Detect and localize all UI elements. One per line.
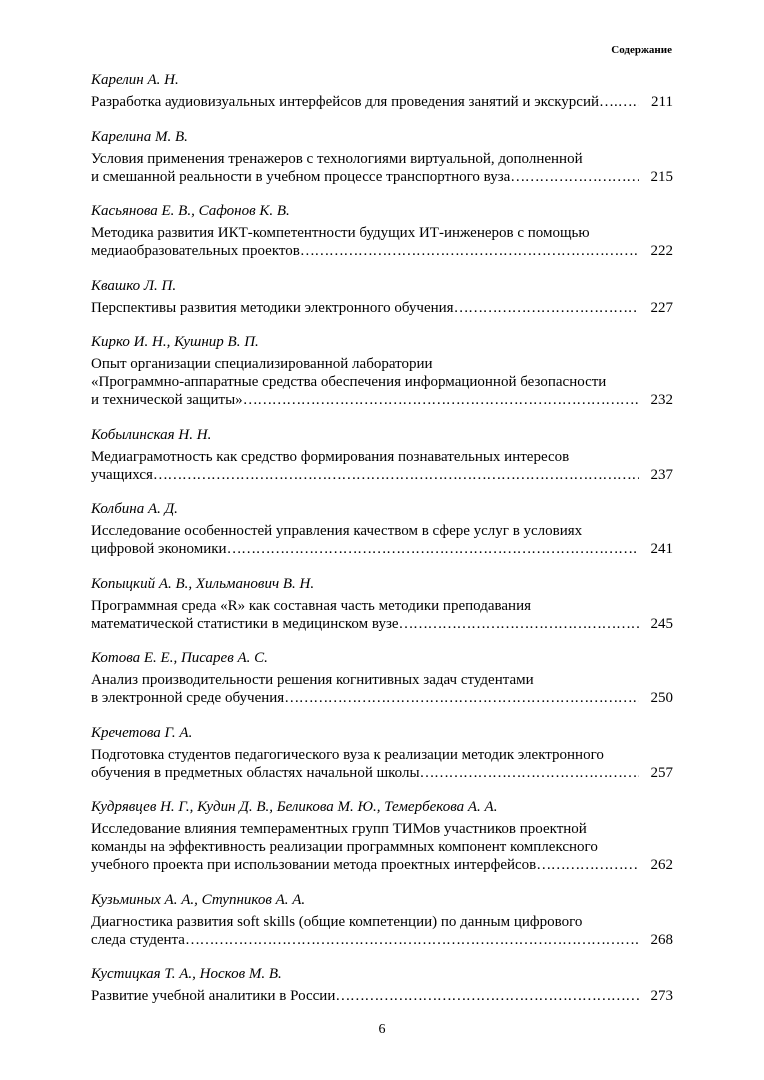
toc-entry-authors: Котова Е. Е., Писарев А. С. — [91, 650, 268, 666]
table-of-contents — [91, 71, 673, 1022]
toc-entry-title-line: Развитие учебной аналитики в России — [91, 988, 336, 1004]
toc-entry-title-row — [91, 540, 673, 558]
toc-entry-page-number[interactable]: 268 — [650, 931, 673, 948]
toc-entry[interactable] — [91, 277, 673, 317]
toc-entry-title-row — [91, 242, 673, 260]
toc-entry[interactable] — [91, 333, 673, 409]
toc-entry-title-row — [91, 987, 673, 1005]
toc-entry[interactable] — [91, 891, 673, 949]
dot-leader — [243, 391, 639, 409]
toc-entry[interactable] — [91, 798, 673, 874]
toc-entry-page-number[interactable]: 237 — [650, 466, 673, 483]
toc-entry-title-line: медиаобразовательных проектов — [91, 243, 300, 259]
toc-entry-title-row — [91, 856, 673, 874]
toc-entry-title-row — [91, 466, 673, 484]
dot-leader — [510, 168, 639, 186]
toc-entry-title-row — [91, 299, 673, 317]
toc-entry-page-number[interactable]: 262 — [650, 857, 673, 873]
toc-entry[interactable] — [91, 71, 673, 111]
toc-entry-title-line: Анализ производительности решения когнитивных задач студентами — [91, 672, 534, 688]
toc-entry-page-number[interactable]: 257 — [650, 764, 673, 781]
dot-leader — [227, 540, 639, 558]
toc-entry-title-row — [91, 615, 673, 633]
toc-entry-title-line: в электронной среде обучения — [91, 690, 285, 706]
toc-entry-title-line: Медиаграмотность как средство формирования познавательных интересов — [91, 448, 570, 465]
toc-entry[interactable] — [91, 575, 673, 633]
toc-entry-page-number[interactable]: 222 — [650, 243, 673, 259]
toc-entry-authors: Кустицкая Т. А., Носков М. В. — [91, 966, 282, 982]
toc-entry-page-number[interactable]: 215 — [650, 168, 673, 185]
dot-leader — [454, 299, 639, 317]
toc-entry[interactable] — [91, 202, 673, 260]
toc-entry[interactable] — [91, 500, 673, 558]
toc-entry-authors: Кудрявцев Н. Г., Кудин Д. В., Беликова М. Ю., Темербекова А. А. — [91, 799, 498, 815]
toc-entry[interactable] — [91, 724, 673, 782]
toc-entry-title-line: следа студента — [91, 931, 185, 948]
toc-entry-page-number[interactable]: 245 — [650, 615, 673, 632]
dot-leader — [335, 987, 639, 1005]
toc-entry[interactable] — [91, 426, 673, 484]
toc-entry[interactable] — [91, 649, 673, 707]
toc-entry-title-row — [91, 689, 673, 707]
toc-entry-title-line: «Программно-аппаратные средства обеспечения информационной безопасности — [91, 374, 607, 390]
toc-entry-page-number[interactable]: 227 — [650, 299, 673, 316]
toc-entry-title-line: и смешанной реальности в учебном процессе транспортного вуза — [91, 168, 511, 185]
toc-entry-authors: Кузьминых А. А., Ступников А. А. — [91, 891, 306, 908]
toc-entry-page-number[interactable]: 250 — [650, 690, 673, 706]
toc-entry-title-line: команды на эффективность реализации программных компонент комплексного — [91, 839, 598, 855]
section-header: Содержание — [611, 44, 672, 56]
toc-entry-title-line: Перспективы развития методики электронного обучения — [91, 299, 454, 316]
toc-entry-title-line: учебного проекта при использовании метода проектных интерфейсов — [91, 857, 537, 873]
toc-entry-title-line: Диагностика развития soft skills (общие компетенции) по данным цифрового — [91, 913, 583, 930]
toc-entry[interactable] — [91, 965, 673, 1005]
toc-entry-title-line: обучения в предметных областях начальной школы — [91, 764, 420, 781]
toc-entry-authors: Кирко И. Н., Кушнир В. П. — [91, 334, 259, 350]
toc-entry-authors: Карелин А. Н. — [91, 72, 179, 88]
toc-entry-title-line: цифровой экономики — [91, 541, 227, 557]
dot-leader — [284, 689, 639, 707]
toc-entry-authors: Кобылинская Н. Н. — [91, 426, 212, 443]
toc-entry-title-line: Исследование особенностей управления качеством в сфере услуг в условиях — [91, 523, 583, 539]
toc-entry-title-row — [91, 93, 673, 111]
toc-entry-title-row — [91, 931, 673, 949]
page-number: 6 — [378, 1022, 386, 1037]
dot-leader — [618, 93, 639, 111]
toc-entry-title-line: математической статистики в медицинском вузе — [91, 615, 399, 632]
toc-entry-authors: Касьянова Е. В., Сафонов К. В. — [91, 203, 290, 219]
dot-leader — [399, 615, 639, 633]
toc-entry-page-number[interactable]: 241 — [650, 541, 673, 557]
toc-entry-authors: Квашко Л. П. — [91, 277, 177, 294]
toc-entry-title-line: Программная среда «R» как составная часть методики преподавания — [91, 597, 532, 614]
toc-entry-page-number[interactable]: 211 — [651, 94, 673, 110]
toc-entry-title-line: учащихся — [91, 466, 153, 483]
dot-leader — [153, 466, 639, 484]
toc-entry-title-line: и технической защиты» — [91, 392, 243, 408]
toc-entry-title-row — [91, 764, 673, 782]
toc-entry-title-line: Подготовка студентов педагогического вуза к реализации методик электронного — [91, 746, 604, 763]
toc-entry[interactable] — [91, 128, 673, 186]
toc-entry-title-row — [91, 168, 673, 186]
dot-leader — [536, 856, 639, 874]
dot-leader — [420, 764, 639, 782]
toc-entry-authors: Кречетова Г. А. — [91, 724, 193, 741]
toc-entry-title-row — [91, 391, 673, 409]
dot-leader — [185, 931, 639, 949]
dot-leader — [300, 242, 639, 260]
toc-entry-authors: Копыцкий А. В., Хильманович В. Н. — [91, 575, 315, 592]
toc-entry-title-line: Разработка аудиовизуальных интерфейсов для проведения занятий и экскурсий…. — [91, 94, 618, 110]
toc-entry-title-line: Опыт организации специализированной лаборатории — [91, 356, 433, 372]
toc-entry-title-line: Методика развития ИКТ-компетентности будущих ИТ-инженеров с помощью — [91, 225, 590, 241]
toc-entry-page-number[interactable]: 273 — [650, 988, 673, 1004]
toc-entry-title-line: Условия применения тренажеров с технологиями виртуальной, дополненной — [91, 150, 583, 167]
toc-entry-authors: Карелина М. В. — [91, 128, 188, 145]
toc-entry-title-line: Исследование влияния темпераментных групп ТИМов участников проектной — [91, 821, 587, 837]
toc-entry-authors: Колбина А. Д. — [91, 501, 178, 517]
toc-entry-page-number[interactable]: 232 — [650, 392, 673, 408]
